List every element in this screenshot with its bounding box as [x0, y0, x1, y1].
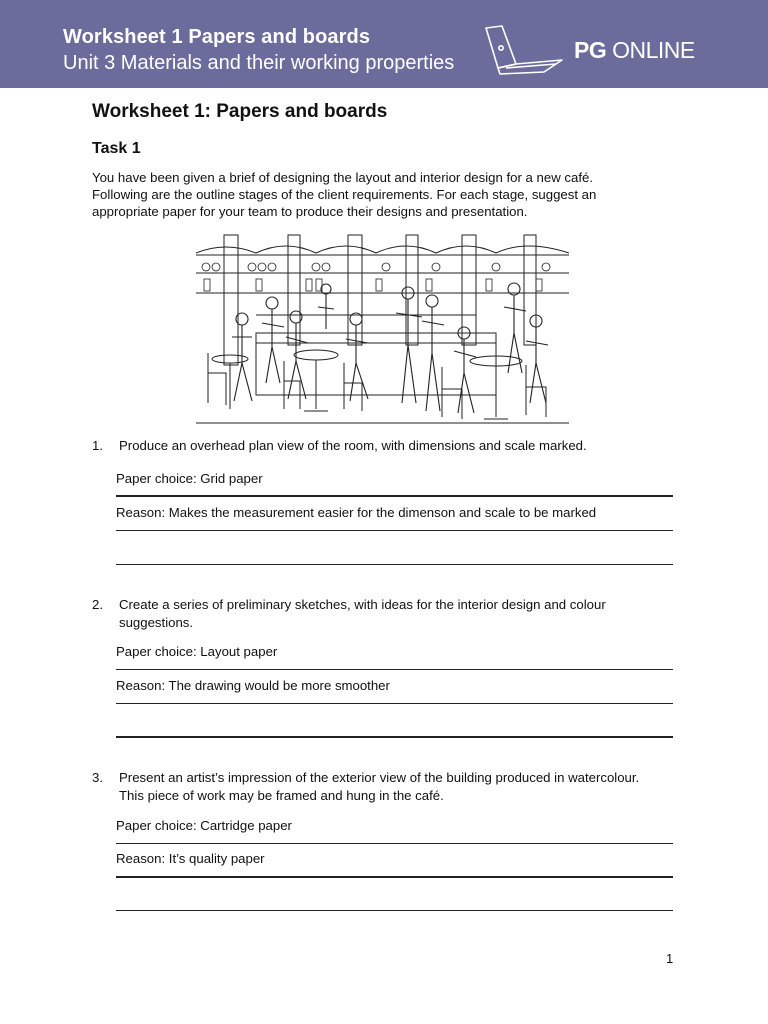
page-title: Worksheet 1: Papers and boards — [92, 101, 388, 122]
task-heading: Task 1 — [92, 140, 141, 157]
answer-line — [116, 495, 673, 497]
paper-choice-1: Paper choice: Grid paper — [116, 471, 263, 486]
laptop-logo-icon — [482, 24, 566, 76]
question-number: 2. — [92, 597, 103, 612]
paper-choice-3: Paper choice: Cartridge paper — [116, 818, 292, 833]
question-text: Produce an overhead plan view of the room, with dimensions and scale marked. — [119, 438, 587, 453]
question-text: Present an artist’s impression of the exterior view of the building produced in watercolour. This piece of work may be framed and hung in the café. — [119, 770, 640, 803]
page-number: 1 — [666, 951, 674, 966]
reason-3: Reason: It’s quality paper — [116, 851, 265, 866]
pg-online-logo: PG ONLINE — [574, 37, 695, 63]
header-banner — [0, 0, 768, 88]
reason-2: Reason: The drawing would be more smoother — [116, 678, 390, 693]
question-number: 3. — [92, 770, 103, 785]
intro-paragraph: You have been given a brief of designing the layout and interior design for a new café. Following are the outline stages of the client requirements. For each stage, suggest an appropriate paper for your team to produce their designs and presentation. — [92, 170, 597, 219]
answer-line — [116, 703, 673, 704]
header-subtitle: Unit 3 Materials and their working properties — [63, 52, 455, 74]
header-title: Worksheet 1 Papers and boards — [63, 26, 371, 48]
question-number: 1. — [92, 438, 103, 453]
answer-line — [116, 843, 673, 844]
answer-line — [116, 876, 673, 878]
answer-line — [116, 910, 673, 911]
reason-1: Reason: Makes the measurement easier for the dimenson and scale to be marked — [116, 505, 597, 520]
answer-line — [116, 530, 673, 531]
answer-line — [116, 669, 673, 670]
question-text: Create a series of preliminary sketches, with ideas for the interior design and colour suggestions. — [119, 597, 606, 630]
paper-choice-2: Paper choice: Layout paper — [116, 644, 278, 659]
answer-line — [116, 564, 673, 565]
cafe-illustration — [196, 233, 569, 425]
answer-line — [116, 736, 673, 738]
